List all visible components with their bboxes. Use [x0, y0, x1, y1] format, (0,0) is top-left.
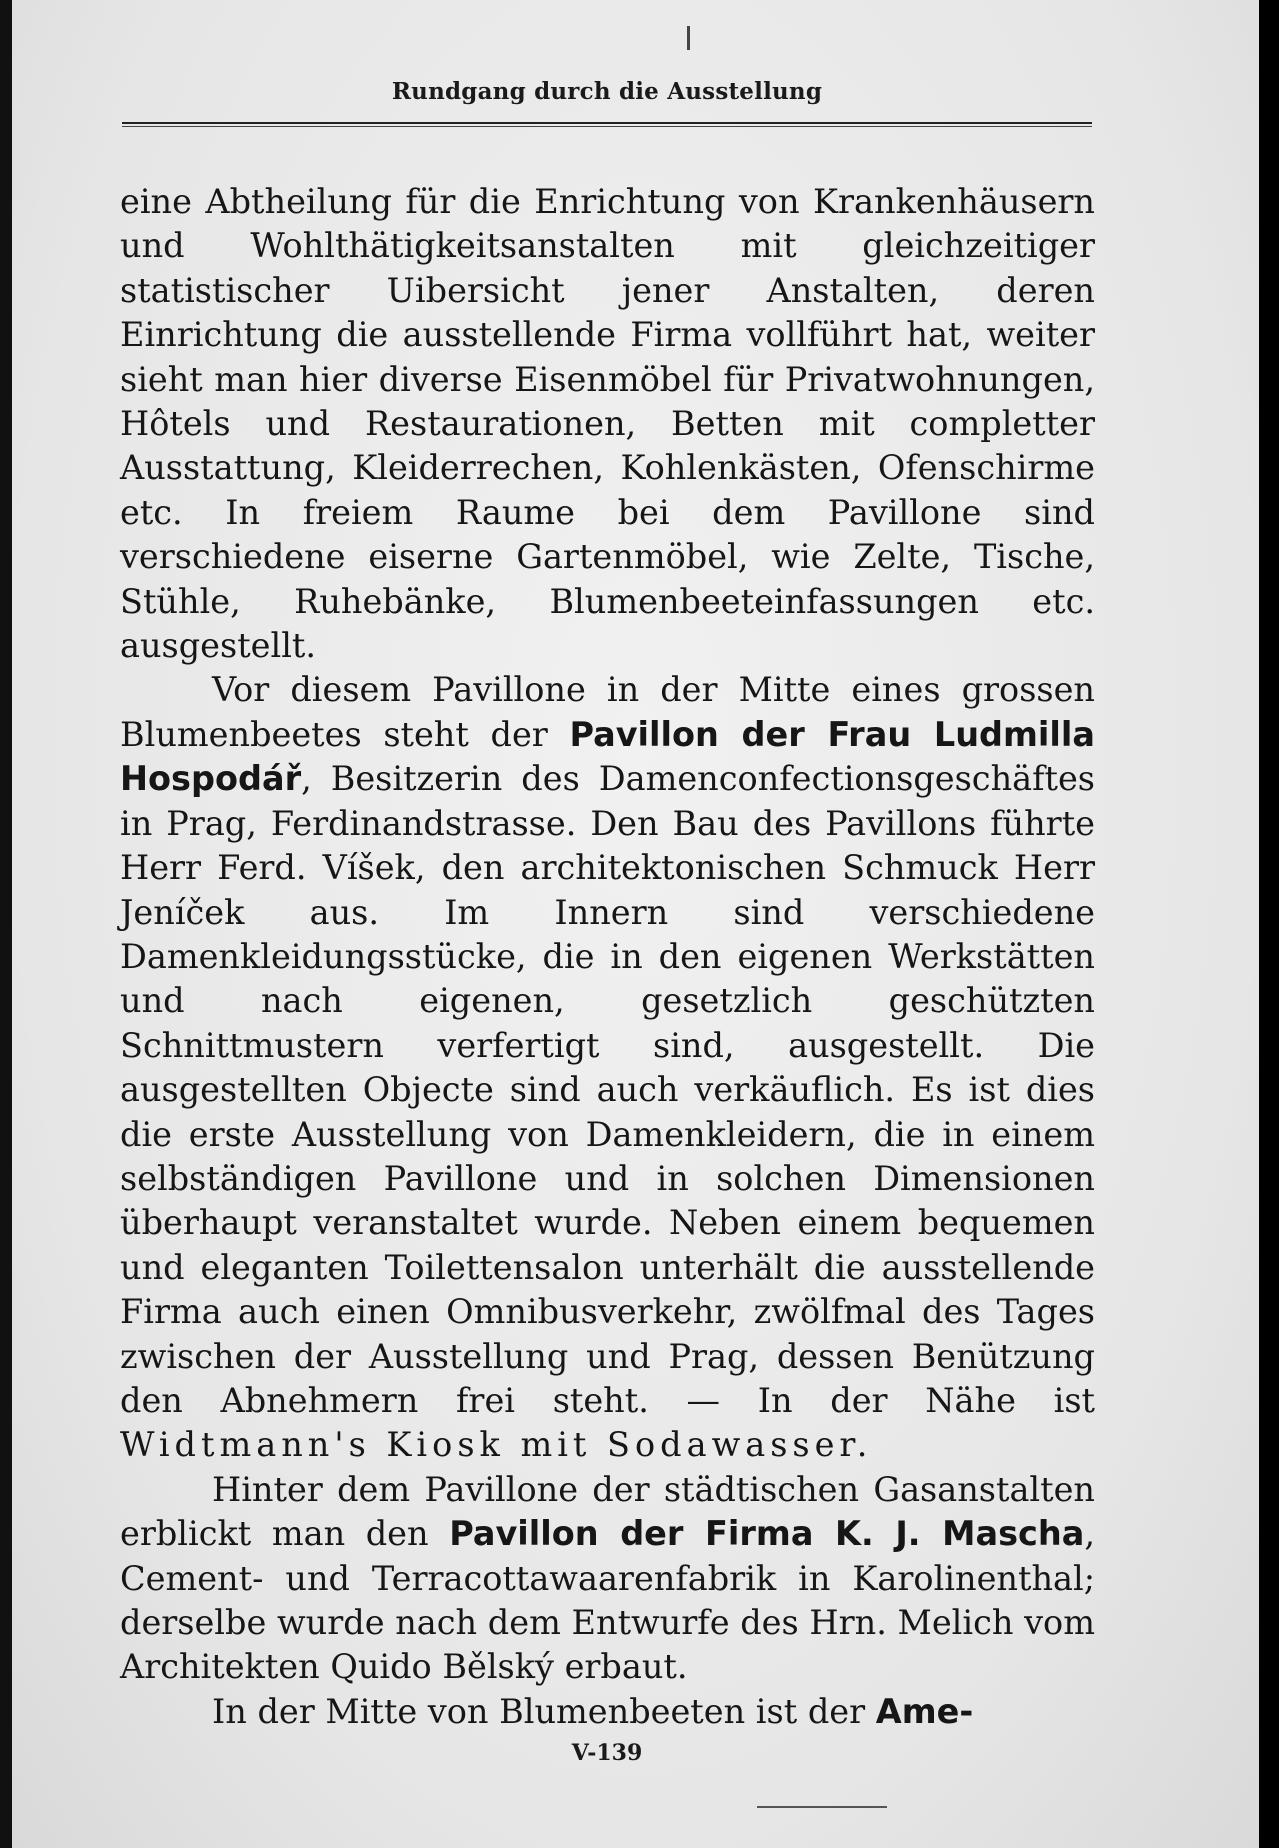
paragraph-2-part-a: Vor diesem Pavillone in der Mitte eines grossen Blumenbeetes steht der [120, 670, 1095, 754]
header-rule-thin [122, 126, 1092, 127]
paragraph-3 [120, 1468, 1095, 1690]
paragraph-2-part-b: , Besitzerin des Damenconfectionsgeschäftes in Prag, Ferdinandstrasse. Den Bau des Pavillons führte Herr Ferd. Víšek, den architektonischen Schmuck Herr Jeníček aus. Im Innern sind verschiedene Damenkleidungsstücke, die in den eigenen Werkstätten und nach eigenen, gesetzlich geschützten Schnittmustern verfertigt sind, ausgestellt. Die ausgestellten Objecte sind auch verkäuflich. Es ist dies die erste Ausstellung von Damenkleidern, die in einem selbständigen Pavillone und in solchen Dimensionen überhaupt veranstaltet wurde. Neben einem bequemen und eleganten Toilettensalon unterhält die ausstellende Firma auch einen Omnibusverkehr, zwölfmal des Tages zwischen der Ausstellung und Prag, dessen Benützung den Abnehmern frei steht. — In der Nähe ist [120, 759, 1095, 1420]
paragraph-4-part-a: In der Mitte von Blumenbeeten ist der [212, 1691, 876, 1731]
book-page [12, 0, 1260, 1848]
margin-mark [687, 26, 690, 50]
paragraph-4 [120, 1690, 1095, 1734]
paragraph-3-part-a: Hinter dem Pavillone der städtischen Gasanstalten erblickt man den [120, 1469, 1095, 1554]
widtmann-kiosk-spaced: Widtmann's Kiosk mit Sodawasser. [120, 1425, 873, 1465]
body-text [120, 180, 1095, 1734]
pavillon-hospodar-heading: Pavillon der Frau Ludmilla Hospodář [120, 714, 1095, 799]
ame-bold-fragment: Ame- [875, 1691, 974, 1731]
scan-right-edge [1259, 0, 1279, 1848]
page-number: V-139 [571, 1740, 643, 1766]
header-rule [122, 122, 1092, 124]
paragraph-2 [120, 668, 1095, 1467]
paragraph-1: eine Abtheilung für die Enrichtung von Krankenhäusern und Wohlthätigkeitsanstalten mit gleichzeitiger statistischer Uibersicht jener Anstalten, deren Einrichtung die ausstellende Firma vollführt hat, weiter sieht man hier diverse Eisenmöbel für Privatwohnungen, Hôtels und Restaurationen, Betten mit completter Ausstattung, Kleiderrechen, Kohlenkästen, Ofenschirme etc. In freiem Raume bei dem Pavillone sind verschiedene eiserne Gartenmöbel, wie Zelte, Tische, Stühle, Ruhebänke, Blumenbeeteinfassungen etc. ausgestellt. [120, 182, 1095, 666]
running-header: Rundgang durch die Ausstellung [391, 78, 823, 105]
scan-smudge [757, 1806, 887, 1808]
paragraph-3-part-b: , Cement- und Terracottawaarenfabrik in Karolinenthal; derselbe wurde nach dem Entwurfe des Hrn. Melich vom Architekten Quido Bělský erbaut. [120, 1514, 1095, 1687]
pavillon-mascha-heading: Pavillon der Firma K. J. Mascha [449, 1514, 1085, 1554]
